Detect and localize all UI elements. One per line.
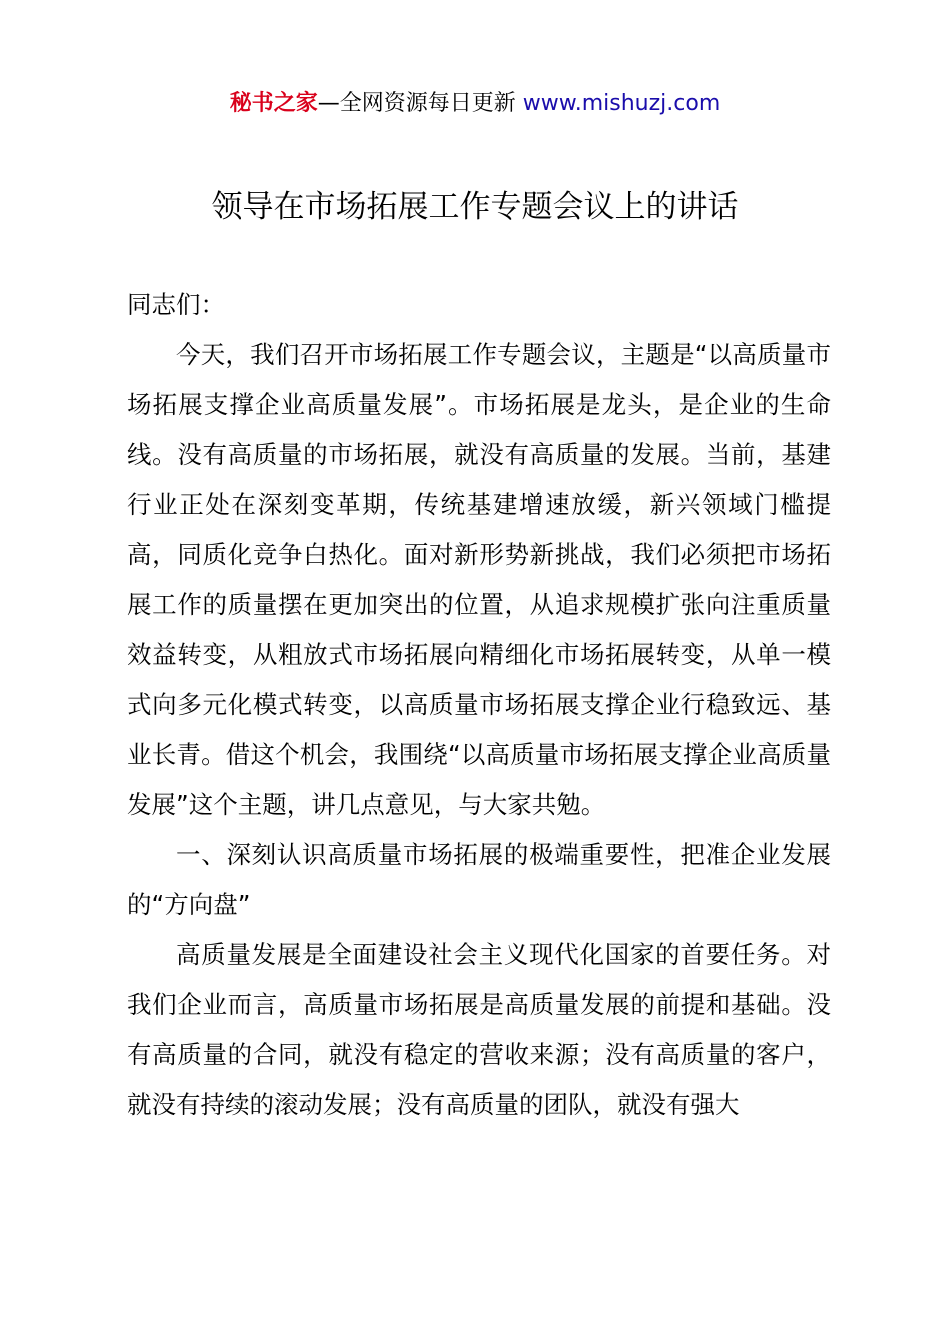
salutation: 同志们： [127,290,225,319]
header-tagline: —全网资源每日更新 [317,91,516,116]
document-title: 领导在市场拓展工作专题会议上的讲话 [211,189,739,225]
document-body [127,280,831,1130]
site-header [0,88,950,120]
section-heading-1: 一、深刻认识高质量市场拓展的极端重要性，把准企业发展的“方向盘” [127,840,831,919]
paragraph-section-1: 高质量发展是全面建设社会主义现代化国家的首要任务。对我们企业而言，高质量市场拓展是高质量发展的前提和基础。没有高质量的合同，就没有稳定的营收来源；没有高质量的客户，就没有持续的滚动发展；没有高质量的团队，就没有强大 [127,940,831,1119]
paragraph-intro: 今天，我们召开市场拓展工作专题会议，主题是“以高质量市场拓展支撑企业高质量发展”。市场拓展是龙头，是企业的生命线。没有高质量的市场拓展，就没有高质量的发展。当前，基建行业正处在深刻变革期，传统基建增速放缓，新兴领域门槛提高，同质化竞争白热化。面对新形势新挑战，我们必须把市场拓展工作的质量摆在更加突出的位置，从追求规模扩张向注重质量效益转变，从粗放式市场拓展向精细化市场拓展转变，从单一模式向多元化模式转变，以高质量市场拓展支撑企业行稳致远、基业长青。借这个机会，我围绕“以高质量市场拓展支撑企业高质量发展”这个主题，讲几点意见，与大家共勉。 [127,340,831,819]
brand-name[interactable]: 秘书之家 [229,91,318,116]
site-url-link[interactable]: www.mishuzj.com [522,91,721,116]
